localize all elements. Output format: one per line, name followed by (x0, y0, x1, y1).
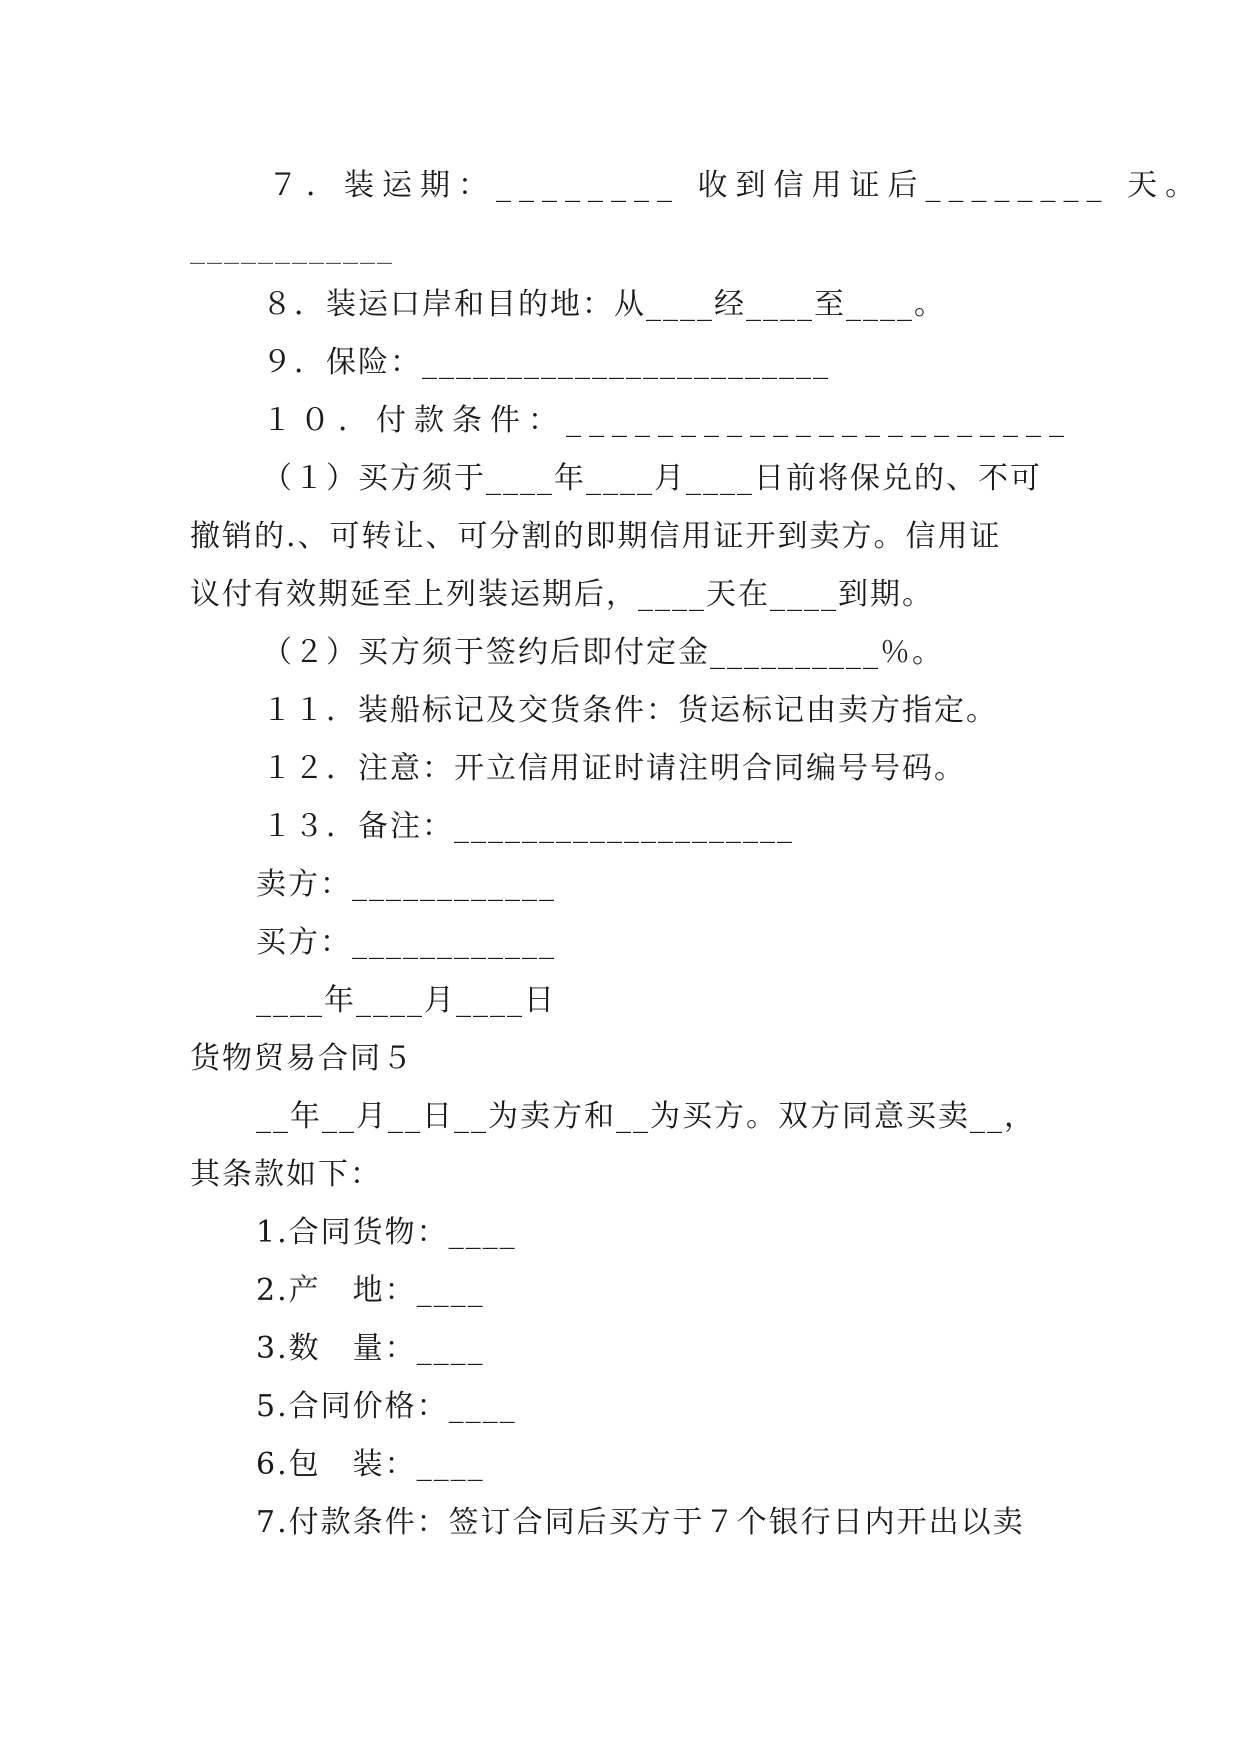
item-2-origin: 2.产 地：____ (256, 1273, 485, 1308)
clause-10-payment-terms: １０．付款条件：______________________ (262, 403, 1072, 438)
item-6-packing: 6.包 装：____ (256, 1447, 485, 1482)
item-3-quantity: 3.数 量：____ (256, 1331, 485, 1366)
clause-7-shipment-period: ７．装运期：________ 收到信用证后________ 天。 (268, 168, 1204, 203)
contract-intro: __年__月__日__为卖方和__为买方。双方同意买卖__， (256, 1099, 1036, 1134)
clause-10-item-1-cont-b: 议付有效期延至上列装运期后，____天在____到期。 (190, 577, 934, 612)
blank-line: ____________ (190, 230, 394, 265)
clause-10-item-1-cont-a: 撤销的.、可转让、可分割的即期信用证开到卖方。信用证 (190, 519, 1002, 554)
clause-11-marks: １１．装船标记及交货条件：货运标记由卖方指定。 (262, 693, 998, 728)
clause-13-remarks: １３．备注：____________________ (262, 809, 794, 844)
item-5-price: 5.合同价格：____ (256, 1389, 517, 1424)
seller-signature: 卖方：____________ (256, 867, 556, 902)
contract-intro-cont: 其条款如下： (190, 1157, 382, 1192)
clause-8-ports: ８．装运口岸和目的地：从____经____至____。 (262, 287, 946, 322)
clause-12-note: １２．注意：开立信用证时请注明合同编号号码。 (262, 751, 966, 786)
clause-9-insurance: ９．保险：________________________ (262, 345, 830, 380)
clause-10-item-2: （２）买方须于签约后即付定金__________％。 (262, 635, 944, 670)
buyer-signature: 买方：____________ (256, 925, 556, 960)
item-1-goods: 1.合同货物：____ (256, 1215, 517, 1250)
item-7-payment: 7.付款条件：签订合同后买方于７个银行日内开出以卖 (256, 1505, 1025, 1540)
clause-10-item-1: （１）买方须于____年____月____日前将保兑的、不可 (262, 461, 1042, 496)
contract-title: 货物贸易合同５ (190, 1041, 414, 1076)
signing-date: ____年____月____日 (256, 983, 556, 1018)
